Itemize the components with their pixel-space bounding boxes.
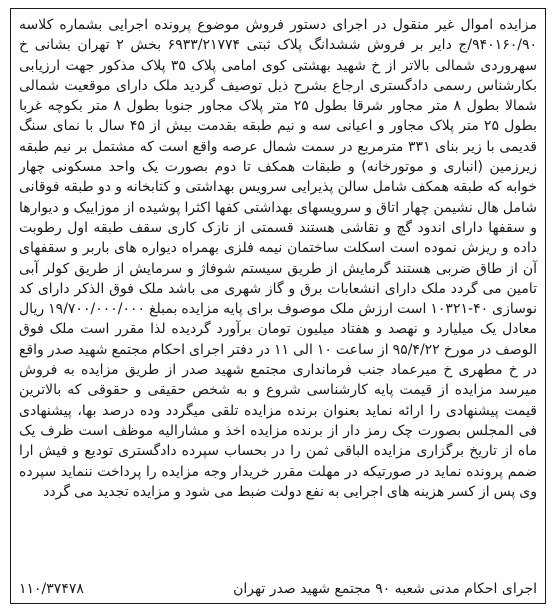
notice-signature: اجرای احکام مدنی شعبه ۹۰ مجتمع شهید صدر تهران: [233, 581, 537, 597]
auction-notice: [10, 8, 546, 604]
notice-body: مزایده اموال غیر منقول در اجرای دستور فروش موضوع پرونده اجرایی بشماره کلاسه ۹۴۰۱۶۰/۹۰/ج دایر بر فروش ششدانگ پلاک ثبتی ۶۹۳۳/۲۱۷۷۴ بخش ۲ تهران بشانی خ سهروردی شمالی بالاتر از خ شهید بهشتی کوی امامی پلاک ۳۵ پلاک مذکور جهت ارزیابی بکارشناس رسمی دادگستری ارجاع بشرح ذیل توصیف گردید ملک دارای موقعیت شمالی شمالا بطول ۸ متر مجاور شرقا بطول ۲۵ متر پلاک مجاور جنوبا بطول ۸ متر بکوچه غربا بطول ۲۵ متر پلاک مجاور و اعیانی سه و نیم طبقه بقدمت بیش از ۴۵ سال با نمای سنگ قدیمی با زیر بنای ۳۳۱ مترمربع در سمت شمال عرصه واقع است که مشتمل بر نیم طبقه زیرزمین (انباری و موتورخانه) و طبقات همکف تا دوم بصورت یک واحد مسکونی چهار خوابه که طبقه همکف شامل سالن پذیرایی سرویس بهداشتی و کتابخانه و دو طبقه فوقانی شامل هال نشیمن چهار اتاق و سرویسهای بهداشتی کفها اکثرا پوشیده از موزاییک و دیوارها و سقفها دارای اندود گچ و نقاشی هستند قسمتی از نازک کاری سقف طبقه اول رطوبت داده و ریزش نموده است اسکلت ساختمان نیمه فلزی بهمراه دیواره های باربر و سقفهای آن از طاق ضربی هستند گرمایش از طریق سیستم شوفاژ و سرمایش از طریق کولر آبی تامین می گردد ملک دارای انشعابات برق و گاز شهری می باشد ملک فوق الذکر دارای کد نوسازی ۴۰-۱۰۳۲۱ است ارزش ملک موصوف برای پایه مزایده بمبلغ ۱۹/۷۰۰/۰۰۰/۰۰۰ ریال معادل یک میلیارد و نهصد و هفتاد میلیون تومان برآورد گردیده لذا مقرر است ملک فوق الوصف در مورخ ۹۵/۴/۲۲ از ساعت ۱۰ الی ۱۱ در دفتر اجرای احکام مجتمع شهید صدر واقع در خ مطهری خ میرعماد جنب فرمانداری مجتمع شهید صدر از طریق مزایده به فروش میرسد مزایده از قیمت پایه کارشناسی شروع و به شخص حقیقی و حقوقی که بالاترین قیمت پیشنهادی را ارائه نماید بعنوان برنده مزایده تلقی میگردد وده درصد بها، پیشنهادی فی المجلس بصورت چک رمز دار از برنده مزایده اخذ و مشارالیه موظف است ظرف یک ماه از تاریخ برگزاری مزایده الباقی ثمن را در بحساب سپرده دادگستری تودیع و فیش ارا ضمم پرونده نماید در صورتیکه در مهلت مقرر خریدار وجه مزایده را پرداخت ننماید سپرده وی پس از کسر هزینه های اجرایی به نفع دولت ضبط می شود و مزایده تجدید می گردد: [19, 17, 538, 500]
notice-footer: [19, 581, 537, 597]
notice-reference-number: ۱۱۰/۳۷۴۷۸: [19, 581, 84, 597]
